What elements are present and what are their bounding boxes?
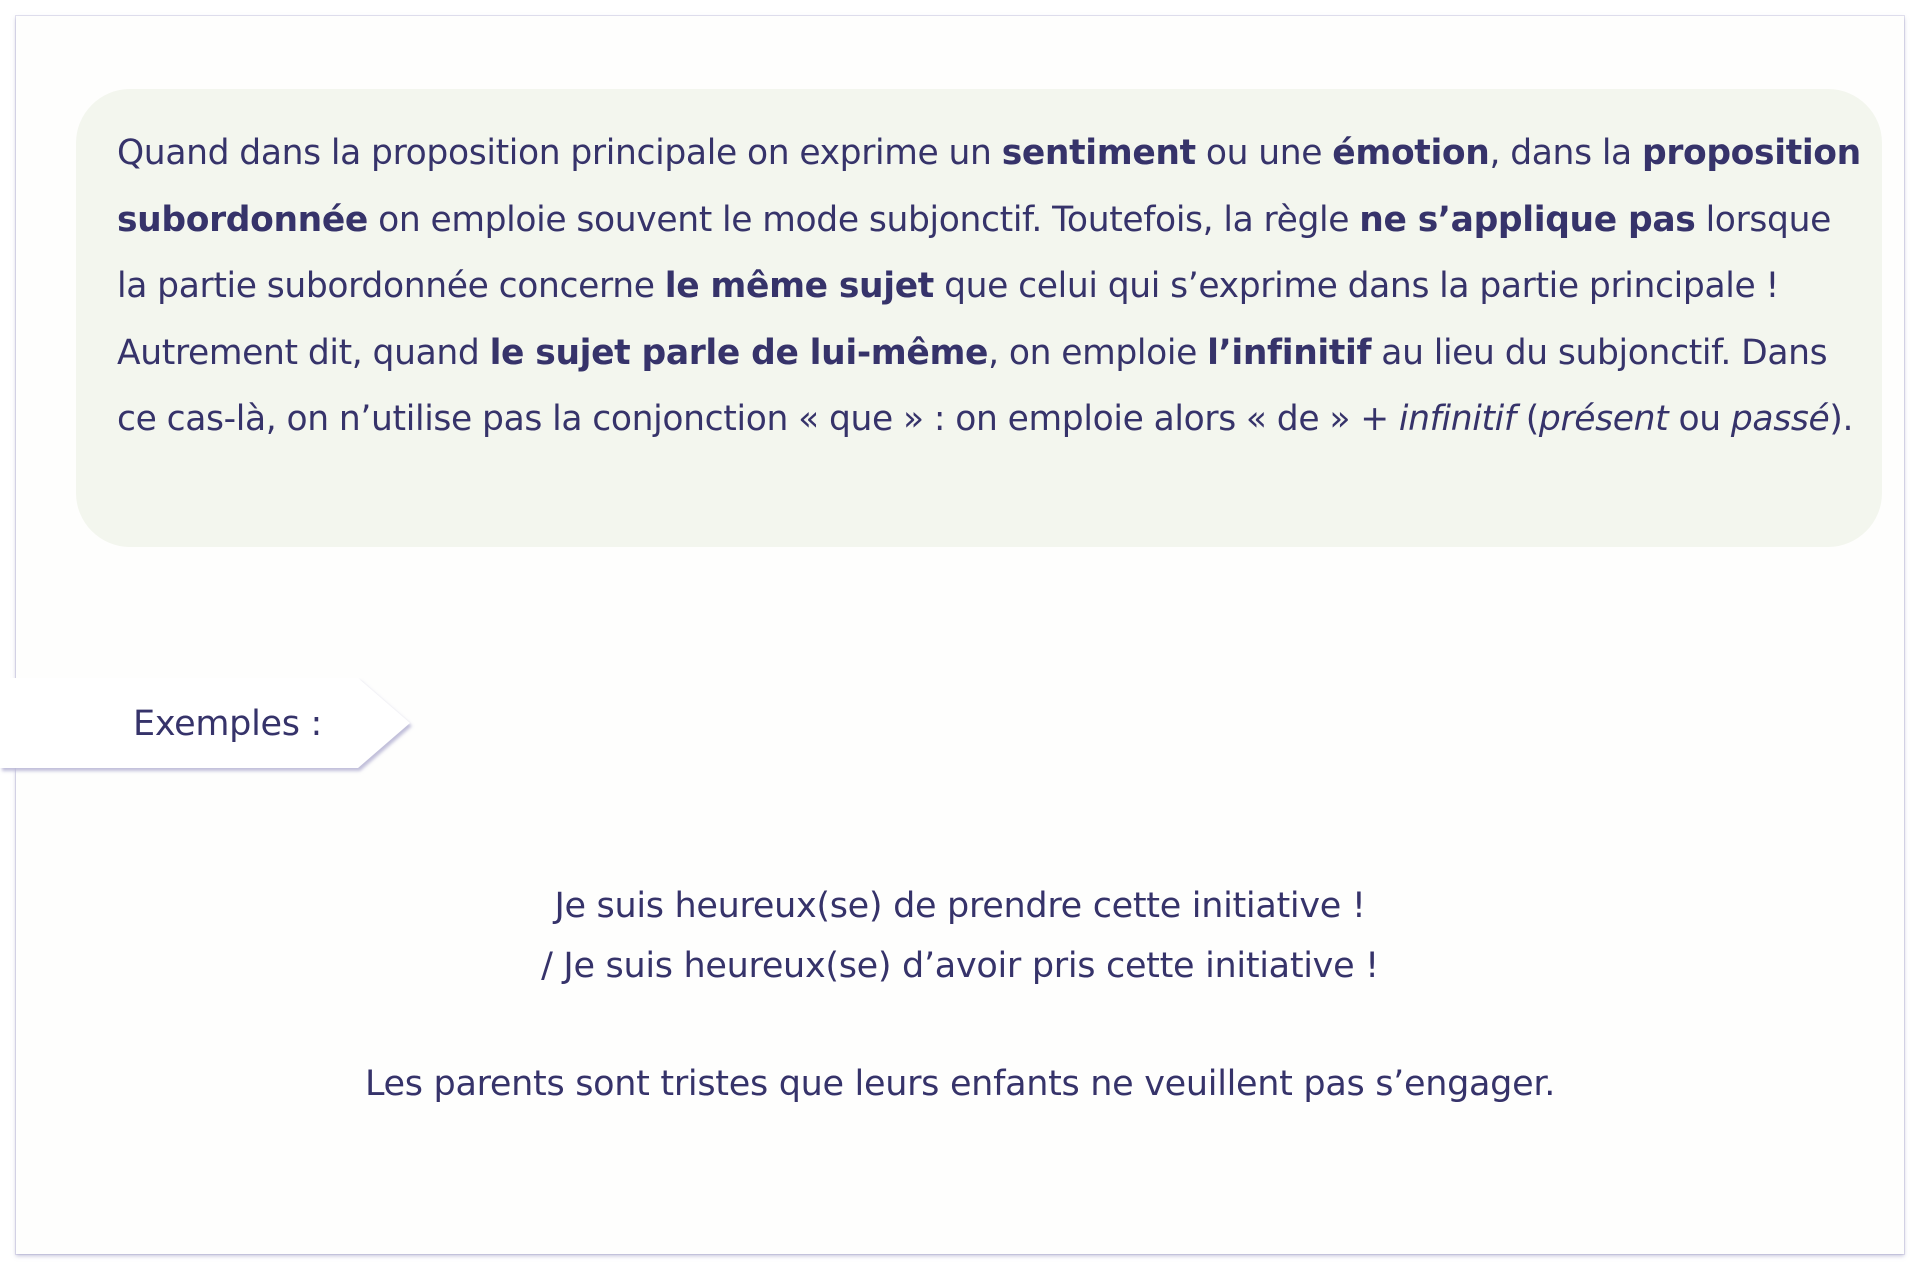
- rule-bold-segment: proposition subordonnée: [117, 133, 1861, 240]
- rule-text-segment: ou une: [1195, 133, 1333, 173]
- rule-text-segment: que celui qui s’exprime dans la partie principale ! Autrement dit, quand: [117, 266, 1779, 373]
- rule-bold-segment: ne s’applique pas: [1359, 199, 1696, 240]
- rule-italic-segment: passé: [1730, 399, 1830, 439]
- rule-text-segment: Quand dans la proposition principale on exprime un: [117, 133, 1002, 173]
- rule-italic-segment: présent: [1538, 399, 1669, 439]
- example-2-line: Les parents sont tristes que leurs enfants ne veuillent pas s’engager.: [364, 1064, 1556, 1104]
- rule-text-segment: ou: [1668, 399, 1731, 439]
- example-1-line-1: Je suis heureux(se) de prendre cette initiative !: [554, 886, 1366, 926]
- rule-italic-segment: infinitif: [1398, 399, 1516, 439]
- rule-box: [76, 89, 1882, 547]
- examples-tag: [0, 678, 410, 772]
- rule-bold-segment: le sujet parle de lui-même: [489, 332, 989, 373]
- rule-bold-segment: le même sujet: [664, 266, 934, 306]
- rule-text-segment: , dans la: [1489, 133, 1642, 173]
- rule-paragraph: [117, 120, 1862, 453]
- example-1: [0, 876, 1920, 996]
- rule-bold-segment: sentiment: [1001, 133, 1196, 173]
- rule-bold-segment: émotion: [1332, 133, 1490, 173]
- rule-text-segment: on emploie souvent le mode subjonctif. Toutefois, la règle: [367, 199, 1360, 240]
- rule-text-segment: (: [1515, 399, 1539, 439]
- example-2: [0, 1054, 1920, 1114]
- rule-text-segment: au lieu du subjonctif. Dans ce cas-là, on n’utilise pas la conjonction « que » : on emploie alors « de » +: [117, 332, 1828, 439]
- rule-text-segment: ).: [1829, 399, 1854, 439]
- rule-text-segment: lorsque la partie subordonnée concerne: [117, 199, 1831, 306]
- rule-bold-segment: l’infinitif: [1207, 332, 1372, 373]
- examples-label: Exemples :: [133, 704, 323, 744]
- rule-text-segment: , on emploie: [988, 332, 1208, 373]
- example-1-line-2: / Je suis heureux(se) d’avoir pris cette initiative !: [541, 946, 1379, 986]
